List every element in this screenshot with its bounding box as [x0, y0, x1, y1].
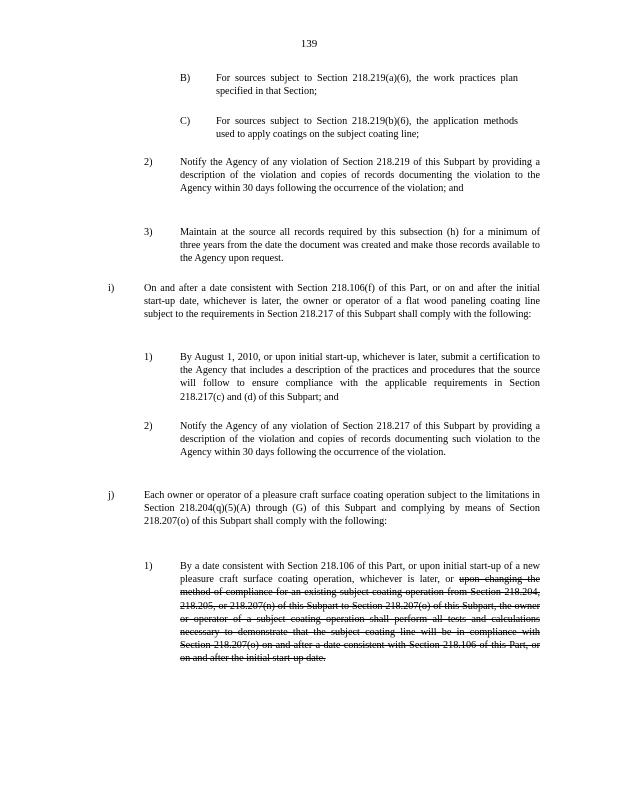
item-label: 2)	[144, 421, 153, 432]
item-label: 2)	[144, 157, 153, 168]
item-text: On and after a date consistent with Section 218.106(f) of this Part, or on and after the initial start-up date, whichever is later, the owner or operator of a flat wood paneling coating line subject to the requirements in Section 218.217 of this Subpart shall comply with the following:	[144, 283, 540, 321]
item-label: i)	[108, 283, 115, 294]
item-text: For sources subject to Section 218.219(b)(6), the application methods used to apply coatings on the subject coating line;	[216, 116, 518, 141]
list-item	[144, 560, 540, 690]
item-text: Each owner or operator of a pleasure craft surface coating operation subject to the limitations in Section 218.204(q)(5)(A) through (G) of this Subpart and complying by means of Section 218.207(o) of this Subpart shall comply with the following:	[144, 490, 540, 528]
list-item	[144, 156, 540, 212]
item-text: Notify the Agency of any violation of Section 218.219 of this Subpart by providing a description of the violation and copies of records documenting the violation to the Agency within 30 days following the occurrence of the violation; and	[180, 157, 540, 195]
list-item	[108, 282, 540, 338]
item-label: 3)	[144, 227, 153, 238]
list-item	[144, 420, 540, 476]
item-text	[180, 560, 540, 666]
item-text-deleted: upon changing the method of compliance for an existing subject coating operation from Section 218.204, 218.205, or 218.207(n) of this Subpart to Section 218.207(o) of this Subpart, the owner or operator of a subject coating operation shall perform all tests and calculations necessary to demonstrate that the subject coating line will be in compliance with Section 218.207(o) on and after a date consistent with Section 218.106 of this Part, or on and after the initial start-up date.	[180, 574, 540, 665]
item-label: 1)	[144, 561, 153, 572]
list-item	[180, 115, 520, 143]
item-text: Maintain at the source all records required by this subsection (h) for a minimum of three years from the date the document was created and make those records available to the Agency upon request.	[180, 227, 540, 265]
list-item	[144, 226, 540, 268]
item-text: Notify the Agency of any violation of Section 218.217 of this Subpart by providing a description of the violation and copies of records documenting such violation to the Agency within 30 days following the occurrence of the violation.	[180, 421, 540, 459]
item-text: For sources subject to Section 218.219(a)(6), the work practices plan specified in that Section;	[216, 73, 518, 98]
item-text: By August 1, 2010, or upon initial start-up, whichever is later, submit a certification to the Agency that includes a description of the practices and procedures that the source will follow to ensure compliance with the applicable requirements in Section 218.217(c) and (d) of this Subpart; and	[180, 352, 540, 403]
item-label: C)	[180, 116, 191, 127]
deleted-list-item	[108, 489, 540, 545]
item-text-retained: By a date consistent with Section 218.106 of this Part, or upon initial start-up of a new pleasure craft surface coating operation, whichever is later, or	[180, 561, 540, 586]
item-label: B)	[180, 73, 191, 84]
page-number: 139	[300, 38, 318, 50]
item-label: 1)	[144, 352, 153, 363]
list-item	[144, 351, 540, 407]
list-item	[180, 72, 520, 100]
item-label: j)	[108, 490, 115, 501]
